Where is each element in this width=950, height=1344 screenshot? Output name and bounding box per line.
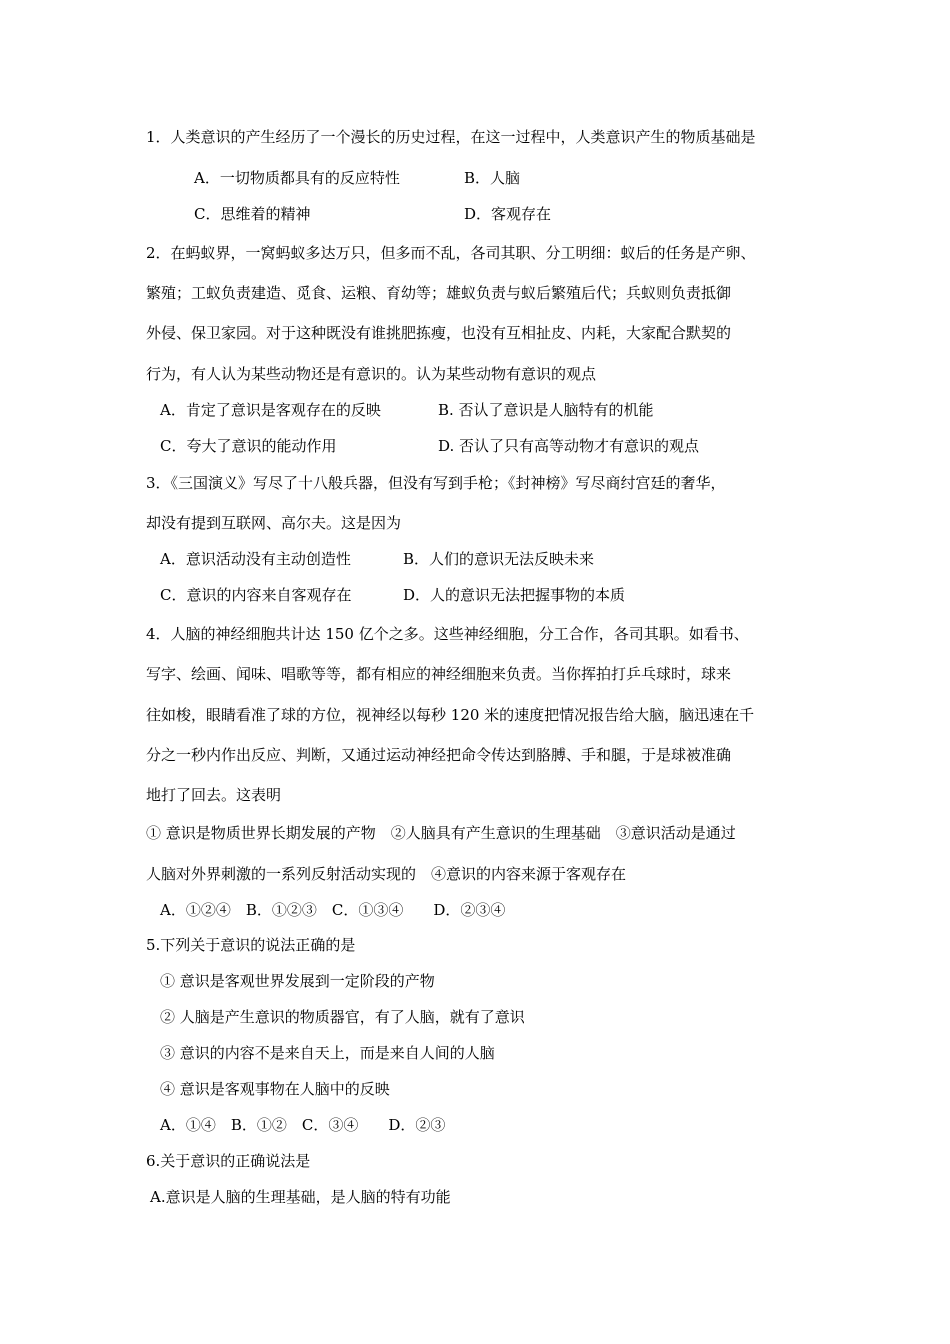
q4-options: A．①②④ B．①②③ C．①③④ D．②③④ [160,901,506,919]
q2-option-a: A．肯定了意识是客观存在的反映 [160,401,381,419]
q5-statement-2: ② 人脑是产生意识的物质器官，有了人脑，就有了意识 [160,1008,525,1026]
q4-stem-line2: 写字、绘画、闻味、唱歌等等，都有相应的神经细胞来负责。当你挥拍打乒乓球时，球来 [146,665,732,683]
q6-option-a: A.意识是人脑的生理基础，是人脑的特有功能 [150,1188,451,1206]
q5-stem: 5.下列关于意识的说法正确的是 [146,936,356,954]
q5-statement-3: ③ 意识的内容不是来自天上，而是来自人间的人脑 [160,1044,495,1062]
q4-statements-line1: ① 意识是物质世界长期发展的产物 ②人脑具有产生意识的生理基础 ③意识活动是通过 [146,824,736,842]
q3-option-d: D．人的意识无法把握事物的本质 [403,586,626,604]
q3-option-b: B．人们的意识无法反映未来 [403,550,595,568]
q1-options-row2 [194,204,552,224]
q3-option-c: C．意识的内容来自客观存在 [160,586,352,604]
q1-option-c: C．思维着的精神 [194,205,311,223]
q2-option-c: C．夸大了意识的能动作用 [160,437,337,455]
q5-statement-1: ① 意识是客观世界发展到一定阶段的产物 [160,972,435,990]
q3-options-row1 [160,549,595,569]
q4-statements-line2: 人脑对外界刺激的一系列反射活动实现的 ④意识的内容来源于客观存在 [146,865,627,883]
q4-stem-line4: 分之一秒内作出反应、判断，又通过运动神经把命令传达到胳膊、手和腿，于是球被准确 [146,746,732,764]
q2-stem-line1: 2．在蚂蚁界，一窝蚂蚁多达万只，但多而不乱，各司其职、分工明细：蚁后的任务是产卵、 [146,244,756,262]
q3-option-a: A．意识活动没有主动创造性 [160,550,351,568]
q3-options-row2 [160,585,626,605]
q3-stem-line1: 3．《三国演义》写尽了十八般兵器，但没有写到手枪；《封神榜》写尽商纣宫廷的奢华， [146,474,726,492]
q1-option-b: B．人脑 [464,169,521,187]
q2-stem-line2: 繁殖；工蚁负责建造、觅食、运粮、育幼等；雄蚁负责与蚁后繁殖后代；兵蚁则负责抵御 [146,284,732,302]
q5-statement-4: ④ 意识是客观事物在人脑中的反映 [160,1080,390,1098]
q2-option-b: B. 否认了意识是人脑特有的机能 [438,401,654,419]
q2-stem-line3: 外侵、保卫家园。对于这种既没有谁挑肥拣瘦，也没有互相扯皮、内耗，大家配合默契的 [146,324,732,342]
q2-option-d: D. 否认了只有高等动物才有意识的观点 [438,437,700,455]
q6-stem: 6.关于意识的正确说法是 [146,1152,311,1170]
q5-options: A．①④ B．①② C．③④ D．②③ [160,1116,446,1134]
q3-stem-line2: 却没有提到互联网、高尔夫。这是因为 [146,514,402,532]
q1-option-a: A．一切物质都具有的反应特性 [194,169,400,187]
q4-stem-line3: 往如梭，眼睛看准了球的方位，视神经以每秒 120 米的速度把情况报告给大脑，脑迅速在千 [146,706,755,724]
q1-option-d: D．客观存在 [464,205,552,223]
q1-stem: 1．人类意识的产生经历了一个漫长的历史过程，在这一过程中，人类意识产生的物质基础是 [146,128,756,146]
q2-options-row2 [160,436,700,456]
q2-options-row1 [160,400,654,420]
q2-stem-line4: 行为，有人认为某些动物还是有意识的。认为某些动物有意识的观点 [146,365,597,383]
q4-stem-line1: 4．人脑的神经细胞共计达 150 亿个之多。这些神经细胞，分工合作，各司其职。如看书、 [146,625,749,643]
q1-options-row1 [194,168,521,188]
q4-stem-line5: 地打了回去。这表明 [146,786,282,804]
